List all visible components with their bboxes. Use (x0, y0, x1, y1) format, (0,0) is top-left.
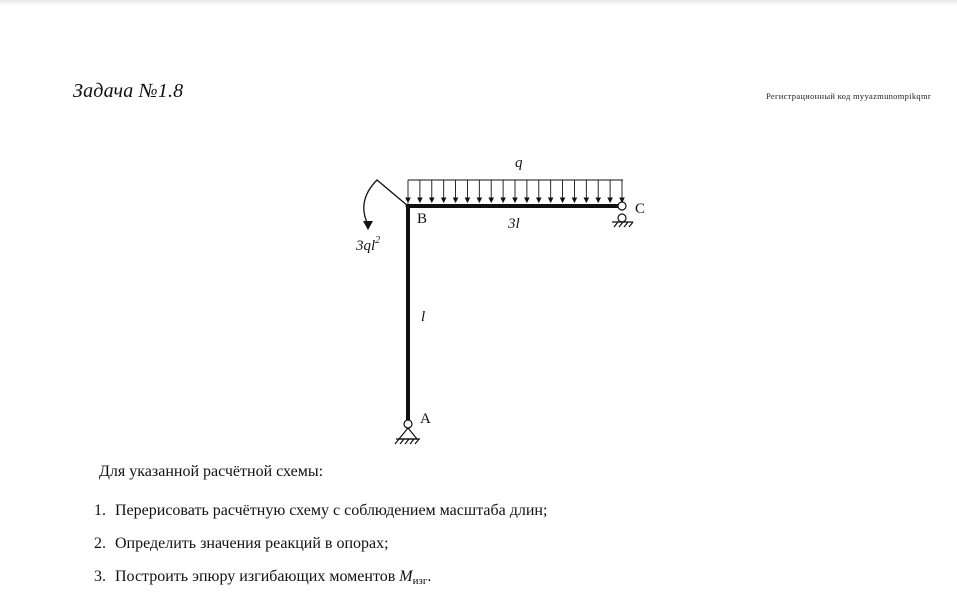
moment-label: $3ql^2$ (356, 235, 381, 254)
distributed-load (406, 180, 624, 202)
instruction-step-2 (94, 534, 547, 567)
instruction-step-3 (94, 567, 547, 600)
step-text: Перерисовать расчётную схему с соблюдением масштаба длин; (115, 502, 548, 519)
load-arrow-head (572, 198, 576, 202)
load-arrow-head (442, 198, 446, 202)
beam-length-label: 3l (508, 216, 520, 232)
step-number: 2. (94, 535, 106, 552)
instructions-intro: Для указанной расчётной схемы: (99, 463, 324, 480)
step-text: Определить значения реакций в опорах; (115, 535, 389, 552)
moment-arrow-icon (363, 180, 408, 230)
step-text: Построить эпюру изгибающих моментов (115, 568, 400, 585)
load-arrow-head (418, 198, 422, 202)
load-arrow-head (430, 198, 434, 202)
registration-code: Регистрационный код myyazmunompikqmr (765, 91, 931, 101)
node-c-label: C (635, 201, 646, 217)
load-label: q (515, 155, 523, 171)
load-arrow-head (501, 198, 505, 202)
load-arrow-head (489, 198, 493, 202)
step-end: . (427, 568, 432, 585)
node-b-label: B (417, 211, 428, 227)
load-arrow-head (596, 198, 600, 202)
load-arrow-head (477, 198, 481, 202)
load-arrow-head (608, 198, 612, 202)
load-arrow-head (513, 198, 517, 202)
load-arrow-head (537, 198, 541, 202)
load-arrow-head (525, 198, 529, 202)
load-arrow-head (584, 198, 588, 202)
load-arrow-head (406, 198, 410, 202)
node-a-label: A (420, 411, 431, 427)
instruction-step-1 (94, 501, 547, 534)
pin-support-a-icon (395, 420, 420, 444)
step-number: 3. (94, 568, 106, 585)
step-number: 1. (94, 502, 106, 519)
load-arrow-head (454, 198, 458, 202)
load-arrow-head (465, 198, 469, 202)
instructions-list (94, 501, 547, 600)
task-title: Задача №1.8 (73, 80, 184, 102)
load-arrow-head (620, 198, 624, 202)
load-arrow-head (561, 198, 565, 202)
moment-subscript: изг (412, 575, 428, 587)
moment-symbol: M (399, 568, 413, 585)
column-length-label: l (421, 309, 426, 325)
load-arrow-head (549, 198, 553, 202)
